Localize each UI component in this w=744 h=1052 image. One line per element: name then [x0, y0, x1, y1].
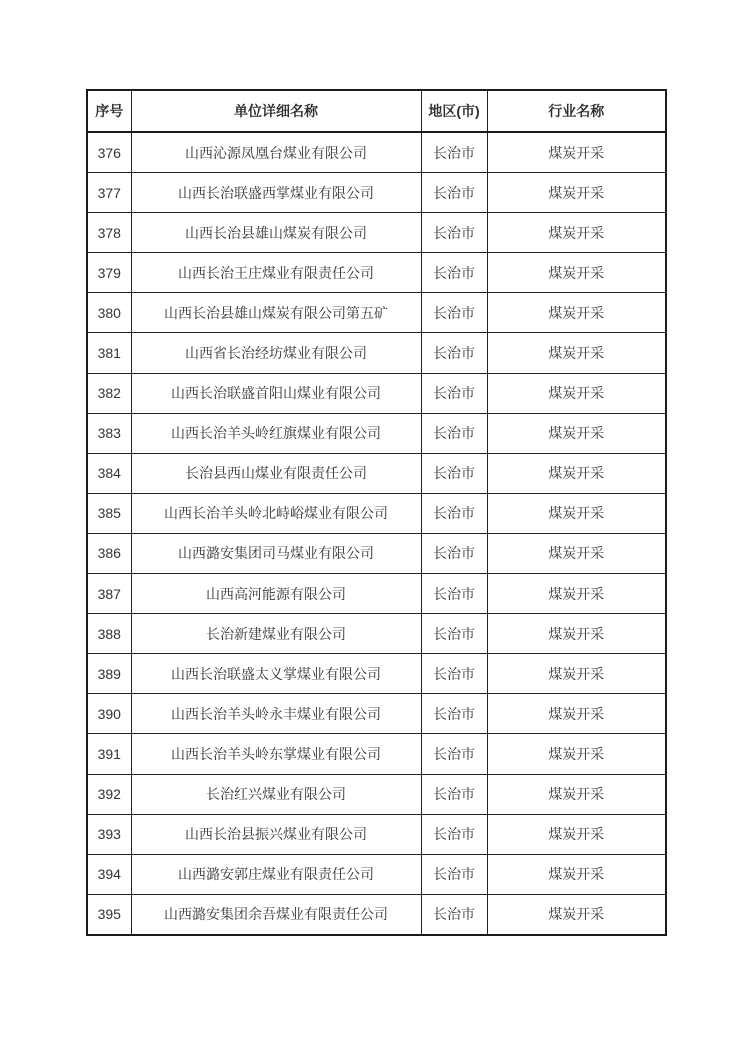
cell-industry: 煤炭开采 — [487, 574, 666, 614]
cell-region: 长治市 — [421, 574, 487, 614]
cell-region: 长治市 — [421, 132, 487, 173]
table-row — [87, 854, 666, 894]
col-header-index: 序号 — [87, 90, 131, 132]
cell-region: 长治市 — [421, 533, 487, 573]
cell-company-name: 山西长治羊头岭永丰煤业有限公司 — [131, 694, 421, 734]
cell-index: 376 — [87, 132, 131, 173]
cell-index: 380 — [87, 293, 131, 333]
table-row — [87, 814, 666, 854]
col-header-industry: 行业名称 — [487, 90, 666, 132]
col-header-company-name: 单位详细名称 — [131, 90, 421, 132]
cell-company-name: 山西长治羊头岭东掌煤业有限公司 — [131, 734, 421, 774]
cell-company-name: 山西长治联盛太义掌煤业有限公司 — [131, 654, 421, 694]
cell-region: 长治市 — [421, 694, 487, 734]
table-row — [87, 574, 666, 614]
cell-industry: 煤炭开采 — [487, 774, 666, 814]
cell-industry: 煤炭开采 — [487, 413, 666, 453]
cell-region: 长治市 — [421, 253, 487, 293]
table-row — [87, 333, 666, 373]
cell-industry: 煤炭开采 — [487, 333, 666, 373]
header-row — [87, 90, 666, 132]
cell-index: 389 — [87, 654, 131, 694]
cell-industry: 煤炭开采 — [487, 694, 666, 734]
cell-industry: 煤炭开采 — [487, 253, 666, 293]
table-row — [87, 694, 666, 734]
cell-region: 长治市 — [421, 493, 487, 533]
col-header-region: 地区(市) — [421, 90, 487, 132]
cell-company-name: 山西长治县雄山煤炭有限公司第五矿 — [131, 293, 421, 333]
cell-company-name: 长治新建煤业有限公司 — [131, 614, 421, 654]
cell-index: 382 — [87, 373, 131, 413]
table-row — [87, 614, 666, 654]
table-row — [87, 453, 666, 493]
cell-company-name: 山西长治王庄煤业有限责任公司 — [131, 253, 421, 293]
cell-company-name: 山西长治联盛首阳山煤业有限公司 — [131, 373, 421, 413]
cell-index: 377 — [87, 173, 131, 213]
cell-company-name: 长治红兴煤业有限公司 — [131, 774, 421, 814]
table-row — [87, 293, 666, 333]
cell-index: 391 — [87, 734, 131, 774]
cell-company-name: 山西潞安郭庄煤业有限责任公司 — [131, 854, 421, 894]
cell-industry: 煤炭开采 — [487, 293, 666, 333]
table-row — [87, 734, 666, 774]
cell-company-name: 山西长治县振兴煤业有限公司 — [131, 814, 421, 854]
cell-index: 384 — [87, 453, 131, 493]
cell-region: 长治市 — [421, 894, 487, 935]
cell-industry: 煤炭开采 — [487, 533, 666, 573]
cell-industry: 煤炭开采 — [487, 814, 666, 854]
cell-region: 长治市 — [421, 373, 487, 413]
cell-company-name: 山西高河能源有限公司 — [131, 574, 421, 614]
cell-company-name: 山西省长治经坊煤业有限公司 — [131, 333, 421, 373]
cell-industry: 煤炭开采 — [487, 373, 666, 413]
cell-index: 386 — [87, 533, 131, 573]
table-row — [87, 774, 666, 814]
cell-region: 长治市 — [421, 774, 487, 814]
cell-industry: 煤炭开采 — [487, 734, 666, 774]
cell-region: 长治市 — [421, 734, 487, 774]
table-row — [87, 533, 666, 573]
cell-index: 383 — [87, 413, 131, 453]
cell-industry: 煤炭开采 — [487, 132, 666, 173]
cell-index: 385 — [87, 493, 131, 533]
cell-industry: 煤炭开采 — [487, 173, 666, 213]
table-row — [87, 253, 666, 293]
table-row — [87, 373, 666, 413]
cell-index: 395 — [87, 894, 131, 935]
cell-region: 长治市 — [421, 453, 487, 493]
cell-company-name: 山西沁源凤凰台煤业有限公司 — [131, 132, 421, 173]
cell-region: 长治市 — [421, 213, 487, 253]
cell-industry: 煤炭开采 — [487, 614, 666, 654]
cell-company-name: 山西潞安集团余吾煤业有限责任公司 — [131, 894, 421, 935]
cell-region: 长治市 — [421, 614, 487, 654]
cell-company-name: 山西长治羊头岭北峙峪煤业有限公司 — [131, 493, 421, 533]
cell-index: 379 — [87, 253, 131, 293]
cell-index: 394 — [87, 854, 131, 894]
cell-industry: 煤炭开采 — [487, 894, 666, 935]
table-row — [87, 213, 666, 253]
cell-industry: 煤炭开采 — [487, 213, 666, 253]
table-row — [87, 654, 666, 694]
cell-industry: 煤炭开采 — [487, 453, 666, 493]
table-row — [87, 173, 666, 213]
cell-company-name: 山西长治联盛西掌煤业有限公司 — [131, 173, 421, 213]
cell-region: 长治市 — [421, 413, 487, 453]
cell-industry: 煤炭开采 — [487, 654, 666, 694]
cell-region: 长治市 — [421, 814, 487, 854]
cell-index: 378 — [87, 213, 131, 253]
cell-industry: 煤炭开采 — [487, 854, 666, 894]
table-row — [87, 132, 666, 173]
cell-region: 长治市 — [421, 173, 487, 213]
cell-company-name: 山西长治县雄山煤炭有限公司 — [131, 213, 421, 253]
cell-index: 381 — [87, 333, 131, 373]
cell-index: 390 — [87, 694, 131, 734]
cell-company-name: 山西潞安集团司马煤业有限公司 — [131, 533, 421, 573]
table-row — [87, 493, 666, 533]
cell-index: 393 — [87, 814, 131, 854]
cell-index: 388 — [87, 614, 131, 654]
cell-index: 387 — [87, 574, 131, 614]
company-table — [86, 89, 667, 936]
cell-company-name: 长治县西山煤业有限责任公司 — [131, 453, 421, 493]
cell-region: 长治市 — [421, 854, 487, 894]
cell-industry: 煤炭开采 — [487, 493, 666, 533]
table-body — [87, 132, 666, 935]
cell-company-name: 山西长治羊头岭红旗煤业有限公司 — [131, 413, 421, 453]
cell-region: 长治市 — [421, 333, 487, 373]
cell-index: 392 — [87, 774, 131, 814]
table-row — [87, 894, 666, 935]
cell-region: 长治市 — [421, 293, 487, 333]
cell-region: 长治市 — [421, 654, 487, 694]
table-row — [87, 413, 666, 453]
